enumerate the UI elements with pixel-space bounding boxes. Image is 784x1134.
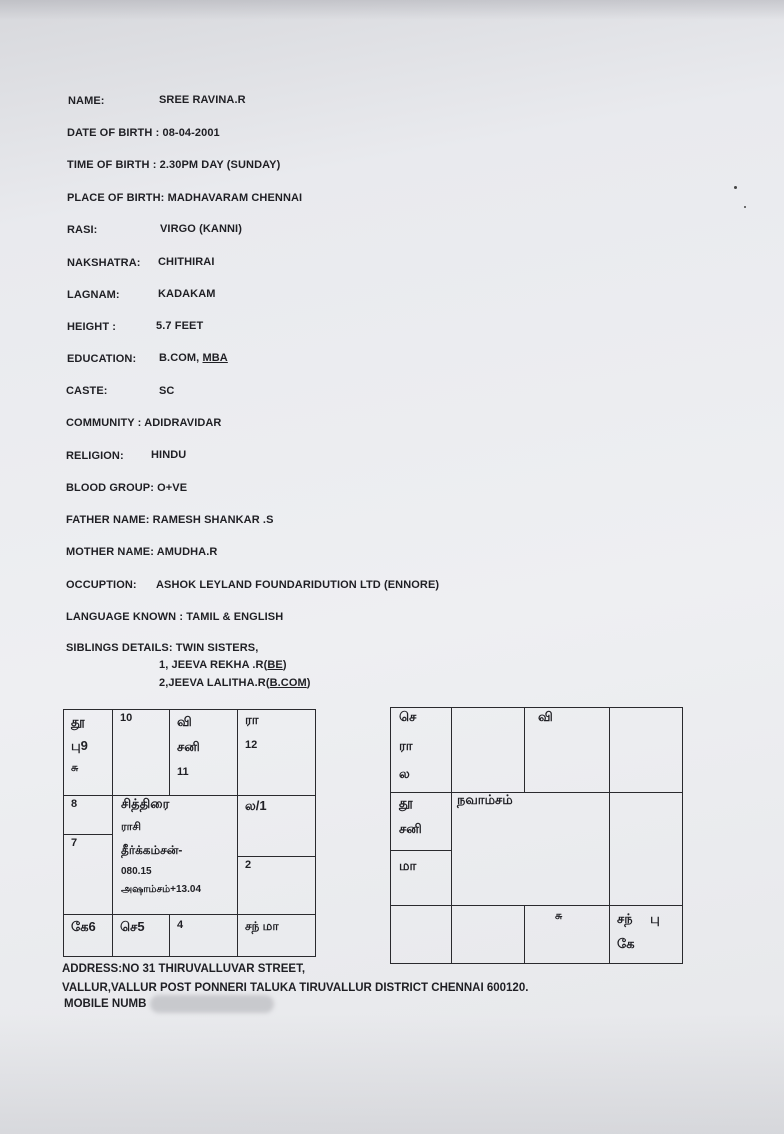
navamsa-cell-text: ரா (399, 738, 413, 753)
place-of-birth: PLACE OF BIRTH: MADHAVARAM CHENNAI (67, 192, 303, 204)
navamsa-grid-line (390, 905, 683, 906)
rasi-center-longitude-label: தீர்க்கம்சன்- (121, 843, 183, 857)
education-degree-2: MBA (202, 352, 228, 364)
sibling-1-qualification: BE (267, 659, 283, 671)
rasi-cell-text: கே6 (71, 919, 96, 934)
rasi-cell-text: ல/1 (245, 798, 267, 813)
rasi-center-amsam: அஷாம்சம்+13.04 (121, 884, 202, 895)
date-of-birth: DATE OF BIRTH : 08-04-2001 (67, 127, 220, 139)
name-value: SREE RAVINA.R (159, 94, 246, 106)
rasi-grid-line (63, 795, 316, 796)
sibling-2-name: 2,JEEVA LALITHA.R( (159, 677, 270, 689)
sibling-2 (159, 677, 311, 689)
navamsa-cell-text: கே (617, 936, 635, 951)
sibling-2-qualification: B.COM (269, 677, 307, 689)
education-value (159, 352, 228, 364)
navamsa-cell-text: சு (555, 910, 563, 922)
navamsa-chart (390, 707, 683, 964)
occupation-label: OCCUPTION: (66, 579, 137, 591)
navamsa-cell-text: சனி (399, 821, 422, 836)
mother-name: MOTHER NAME: AMUDHA.R (66, 546, 218, 558)
address-line-1: ADDRESS:NO 31 THIRUVALLUVAR STREET, (62, 963, 306, 975)
height-value: 5.7 FEET (156, 320, 204, 332)
navamsa-center-title: நவாம்சம் (457, 792, 513, 807)
education-label: EDUCATION: (67, 353, 137, 365)
rasi-cell-text: சு (71, 762, 79, 774)
community: COMMUNITY : ADIDRAVIDAR (66, 417, 222, 429)
paper-speck (734, 186, 737, 189)
rasi-cell-text: சனி (177, 739, 200, 754)
rasi-cell-text: செ5 (120, 919, 145, 934)
page-shadow-bottom (0, 1014, 784, 1134)
navamsa-cell-text: தூ (399, 795, 413, 810)
sibling-1 (159, 659, 287, 671)
rasi-cell-text: 10 (120, 712, 133, 724)
religion-label: RELIGION: (66, 450, 124, 462)
religion-value: HINDU (151, 449, 187, 461)
rasi-label: RASI: (67, 224, 98, 236)
siblings-heading: SIBLINGS DETAILS: TWIN SISTERS, (66, 642, 259, 654)
rasi-grid-line (112, 709, 113, 957)
rasi-grid-line (237, 709, 238, 957)
rasi-grid-line (237, 856, 316, 857)
time-of-birth: TIME OF BIRTH : 2.30PM DAY (SUNDAY) (67, 159, 281, 171)
languages-known: LANGUAGE KNOWN : TAMIL & ENGLISH (66, 611, 284, 623)
rasi-cell-text: 4 (177, 919, 184, 931)
rasi-cell-text: 7 (71, 837, 78, 849)
rasi-cell-text: வி (177, 714, 192, 729)
caste-value: SC (159, 385, 175, 397)
rasi-center-star: சித்திரை (121, 796, 170, 811)
navamsa-cell-text: செ (399, 709, 417, 724)
rasi-cell-text: 2 (245, 859, 252, 871)
rasi-grid-line (63, 834, 112, 835)
education-degree-1: B.COM, (159, 352, 200, 364)
sibling-1-name: 1, JEEVA REKHA .R( (159, 659, 268, 671)
mobile-number-label: MOBILE NUMB (64, 998, 147, 1010)
redacted-mobile-number (150, 995, 274, 1013)
nakshatra-value: CHITHIRAI (158, 256, 215, 268)
navamsa-cell-text: மா (399, 858, 417, 873)
lagnam-value: KADAKAM (158, 288, 216, 300)
rasi-center-title: ராசி (121, 821, 142, 833)
rasi-cell-text: 11 (177, 766, 189, 778)
rasi-cell-text: 12 (245, 739, 258, 751)
navamsa-cell-text: சந் பு (617, 911, 660, 926)
rasi-grid-line (169, 709, 170, 795)
rasi-center-longitude: 080.15 (121, 866, 152, 877)
navamsa-grid-line (524, 905, 525, 964)
navamsa-grid-line (390, 850, 451, 851)
occupation-value: ASHOK LEYLAND FOUNDARIDUTION LTD (ENNORE) (156, 579, 440, 591)
father-name: FATHER NAME: RAMESH SHANKAR .S (66, 514, 274, 526)
rasi-cell-text: சந் மா (245, 919, 279, 933)
rasi-cell-text: தூ (71, 714, 85, 729)
rasi-chart (63, 709, 316, 957)
rasi-cell-text: ரா (245, 712, 259, 727)
address-line-2: VALLUR,VALLUR POST PONNERI TALUKA TIRUVALLUR DISTRICT CHENNAI 600120. (62, 982, 529, 994)
caste-label: CASTE: (66, 385, 108, 397)
navamsa-grid-line (451, 707, 452, 964)
page-shadow-top (0, 0, 784, 20)
rasi-grid-line (169, 914, 170, 957)
rasi-grid-line (63, 914, 316, 915)
rasi-value: VIRGO (KANNI) (160, 223, 242, 235)
navamsa-grid-line (524, 707, 525, 792)
navamsa-grid-line (390, 792, 683, 793)
sibling-1-paren: ) (282, 659, 287, 671)
lagnam-label: LAGNAM: (67, 289, 120, 301)
navamsa-cell-text: ல (399, 766, 410, 781)
navamsa-grid-line (609, 707, 610, 964)
name-label: NAME: (68, 95, 105, 107)
navamsa-cell-text: வி (538, 709, 553, 724)
rasi-cell-text: பு9 (71, 738, 88, 753)
nakshatra-label: NAKSHATRA: (67, 257, 141, 269)
height-label: HEIGHT : (67, 321, 117, 333)
paper-speck (744, 206, 746, 208)
sibling-2-paren: ) (306, 677, 311, 689)
blood-group: BLOOD GROUP: O+VE (66, 482, 188, 494)
rasi-cell-text: 8 (71, 798, 78, 810)
